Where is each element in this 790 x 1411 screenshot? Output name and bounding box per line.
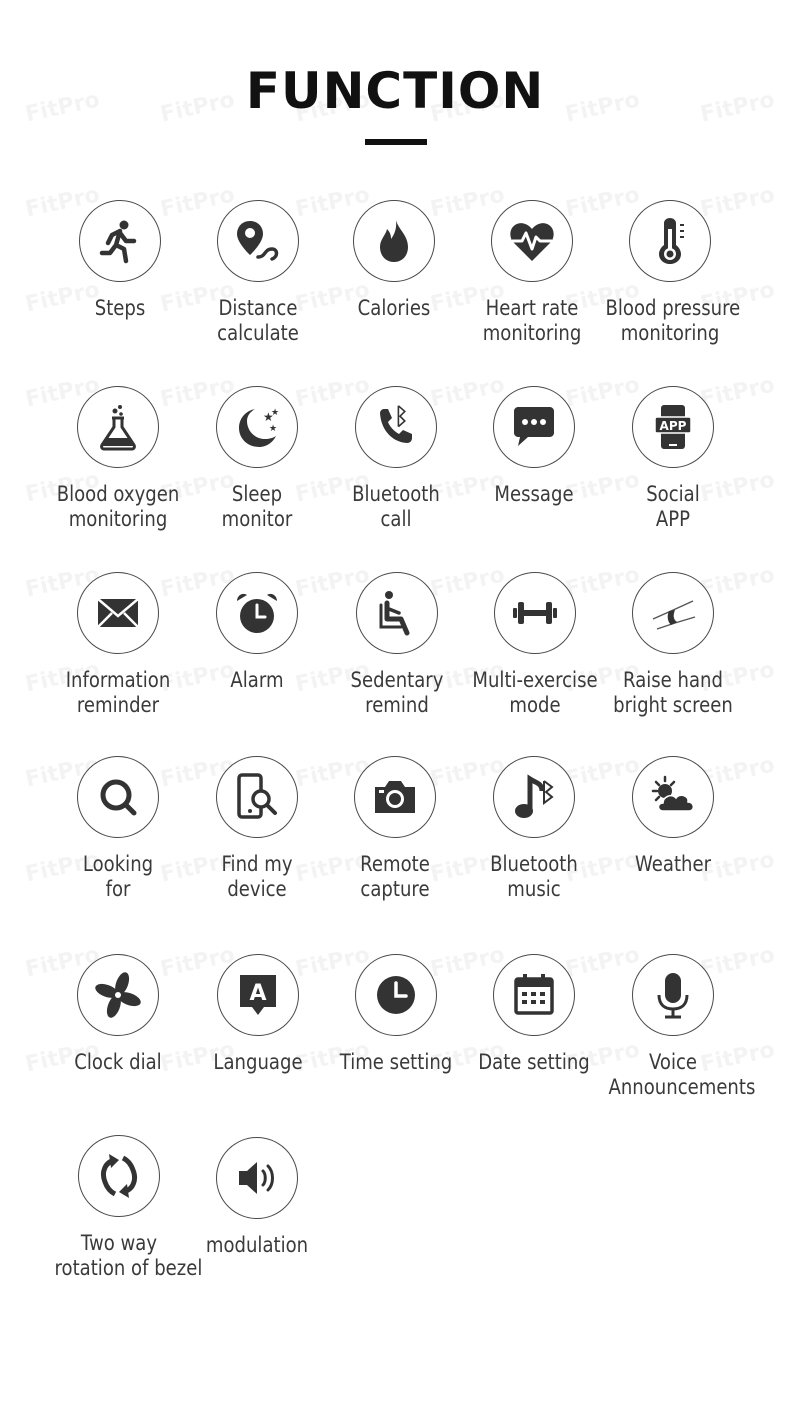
- find-device-icon-circle: [216, 756, 298, 838]
- feature-rotation: [44, 1135, 203, 1281]
- weather-icon-circle: [632, 756, 714, 838]
- envelope-icon: [94, 589, 142, 637]
- language-icon-circle: [217, 954, 299, 1036]
- page-title: FUNCTION: [245, 62, 545, 120]
- information-icon-circle: [77, 572, 159, 654]
- running-person-icon: [96, 217, 144, 265]
- raise-hand-icon-circle: [632, 572, 714, 654]
- phone-search-icon: [233, 773, 281, 821]
- feature-label: Weather: [634, 852, 712, 876]
- feature-alarm: [182, 572, 332, 693]
- phone-bluetooth-icon: [372, 403, 420, 451]
- moon-stars-icon: [233, 403, 281, 451]
- feature-label: Multi-exercise mode: [472, 668, 598, 717]
- feature-clock-dial: [43, 954, 193, 1075]
- chat-bubble-icon: [510, 403, 558, 451]
- clock-icon: [372, 971, 420, 1019]
- location-route-icon: [234, 217, 282, 265]
- sedentary-icon-circle: [356, 572, 438, 654]
- feature-label: Blood pressure monitoring: [605, 296, 741, 345]
- svg-text:A: A: [249, 981, 267, 1006]
- feature-message: [459, 386, 609, 507]
- heart-rate-icon-circle: [491, 200, 573, 282]
- feature-date-setting: [459, 954, 609, 1075]
- feature-social-app: [598, 386, 748, 532]
- feature-label: Voice Announcements: [608, 1050, 756, 1099]
- feature-label: Looking for: [82, 852, 154, 901]
- feature-label: Blood oxygen monitoring: [56, 482, 180, 531]
- blood-oxygen-icon-circle: [77, 386, 159, 468]
- feature-label: Heart rate monitoring: [482, 296, 582, 345]
- feature-label: Date setting: [478, 1050, 590, 1074]
- feature-bluetooth-music: [459, 756, 609, 902]
- message-icon-circle: [493, 386, 575, 468]
- title-underline: [365, 139, 427, 145]
- camera-icon: [371, 773, 419, 821]
- feature-label: Sedentary remind: [350, 668, 444, 717]
- feature-language: [183, 954, 333, 1075]
- feature-label: Bluetooth music: [490, 852, 578, 901]
- feature-label: Clock dial: [74, 1050, 162, 1074]
- feature-label: Distance calculate: [217, 296, 299, 345]
- feature-voice: [598, 954, 756, 1100]
- bluetooth-music-icon-circle: [493, 756, 575, 838]
- feature-distance: [183, 200, 333, 346]
- bluetooth-call-icon-circle: [355, 386, 437, 468]
- feature-heart-rate: [457, 200, 607, 346]
- feature-looking-for: [43, 756, 193, 902]
- wrist-band-icon: [649, 589, 697, 637]
- fan-dial-icon: [94, 971, 142, 1019]
- feature-weather: [598, 756, 748, 877]
- voice-icon-circle: [632, 954, 714, 1036]
- feature-label: Two way rotation of bezel: [54, 1231, 203, 1280]
- remote-capture-icon-circle: [354, 756, 436, 838]
- feature-label: Bluetooth call: [352, 482, 440, 531]
- search-icon: [94, 773, 142, 821]
- calendar-icon: [510, 971, 558, 1019]
- looking-for-icon-circle: [77, 756, 159, 838]
- feature-raise-hand: [598, 572, 748, 718]
- feature-remote-capture: [320, 756, 470, 902]
- feature-blood-oxygen: [43, 386, 193, 532]
- language-icon: [234, 971, 282, 1019]
- svg-text:APP: APP: [659, 419, 687, 433]
- feature-label: Time setting: [339, 1050, 453, 1074]
- feature-sleep: [182, 386, 332, 532]
- feature-blood-pressure: [595, 200, 745, 346]
- svg-text:★: ★: [263, 410, 274, 424]
- calories-icon-circle: [353, 200, 435, 282]
- svg-text:★: ★: [269, 424, 278, 434]
- feature-bluetooth-call: [321, 386, 471, 532]
- feature-label: Remote capture: [360, 852, 430, 901]
- feature-label: Language: [213, 1050, 303, 1074]
- app-phone-icon: [649, 403, 697, 451]
- seated-person-icon: [373, 589, 421, 637]
- speaker-icon: [233, 1154, 281, 1202]
- feature-modulation: [182, 1137, 332, 1258]
- multi-exercise-icon-circle: [494, 572, 576, 654]
- distance-icon-circle: [217, 200, 299, 282]
- feature-label: modulation: [205, 1233, 309, 1257]
- thermometer-icon: [646, 217, 694, 265]
- weather-icon: [649, 773, 697, 821]
- feature-multi-exercise: [460, 572, 610, 718]
- microphone-icon: [649, 971, 697, 1019]
- feature-label: Information reminder: [65, 668, 171, 717]
- feature-label: Message: [494, 482, 574, 506]
- social-app-icon-circle: [632, 386, 714, 468]
- blood-pressure-icon-circle: [629, 200, 711, 282]
- feature-steps: [45, 200, 195, 321]
- flask-icon: [94, 403, 142, 451]
- feature-label: Find my device: [221, 852, 293, 901]
- feature-label: Social APP: [646, 482, 700, 531]
- dumbbell-icon: [511, 589, 559, 637]
- svg-text:★: ★: [271, 408, 280, 418]
- feature-label: Raise hand bright screen: [613, 668, 733, 717]
- feature-label: Steps: [94, 296, 146, 320]
- alarm-icon-circle: [216, 572, 298, 654]
- heart-pulse-icon: [508, 217, 556, 265]
- modulation-icon-circle: [216, 1137, 298, 1219]
- clock-dial-icon-circle: [77, 954, 159, 1036]
- time-setting-icon-circle: [355, 954, 437, 1036]
- sleep-icon-circle: [216, 386, 298, 468]
- steps-icon-circle: [79, 200, 161, 282]
- date-setting-icon-circle: [493, 954, 575, 1036]
- feature-label: Calories: [357, 296, 431, 320]
- feature-calories: [319, 200, 469, 321]
- feature-label: Alarm: [230, 668, 284, 692]
- feature-sedentary: [322, 572, 472, 718]
- feature-information: [43, 572, 193, 718]
- music-bluetooth-icon: [510, 773, 558, 821]
- rotation-icon-circle: [78, 1135, 160, 1217]
- alarm-clock-icon: [233, 589, 281, 637]
- feature-find-device: [182, 756, 332, 902]
- feature-time-setting: [321, 954, 471, 1075]
- rotate-arrows-icon: [95, 1152, 143, 1200]
- flame-icon: [370, 217, 418, 265]
- feature-label: Sleep monitor: [221, 482, 293, 531]
